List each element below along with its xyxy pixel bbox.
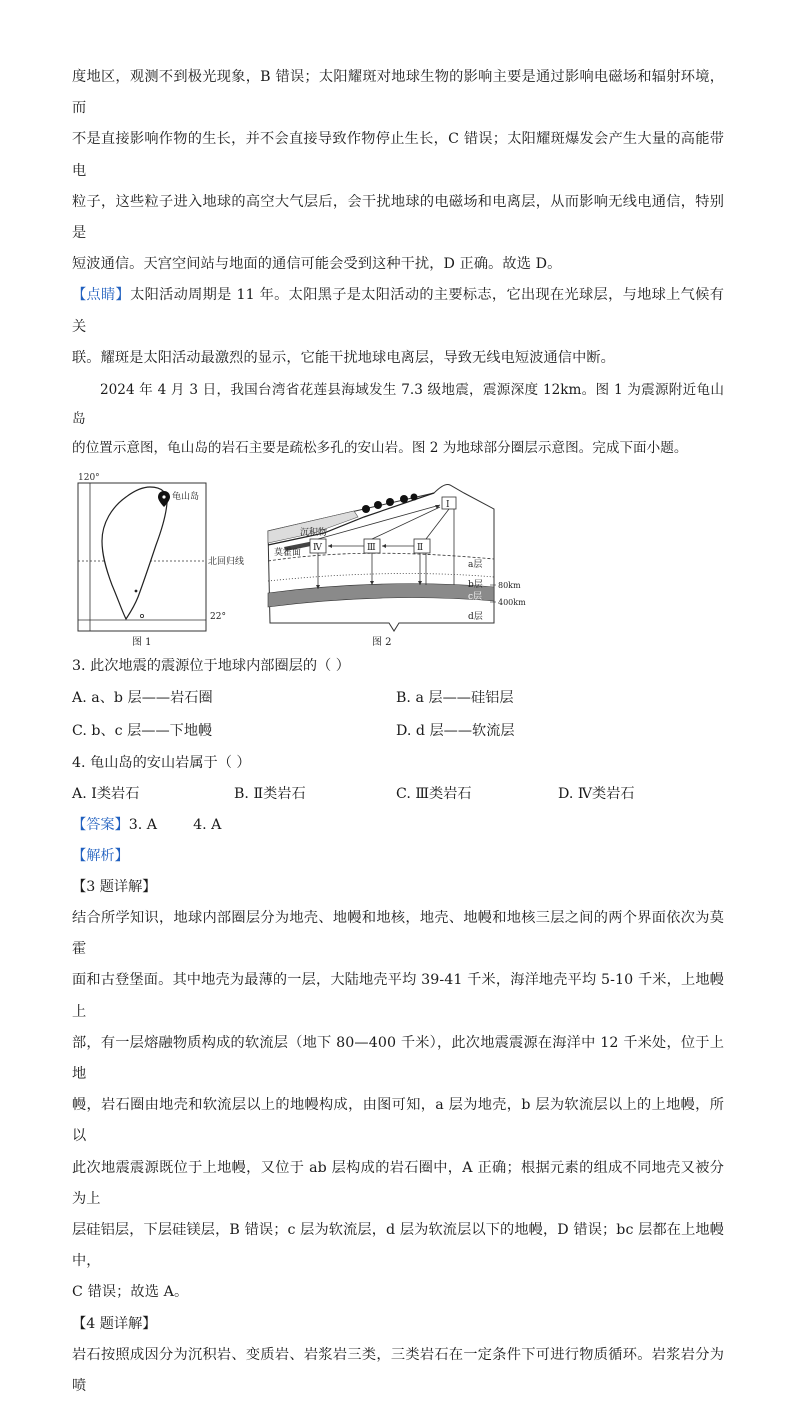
island-label: 龟山岛: [172, 492, 200, 503]
question-stem: 的位置示意图，龟山岛的岩石主要是疏松多孔的安山岩。图 2 为地球部分圈层示意图。完成下面小题。: [72, 440, 688, 457]
question-4-options: [72, 779, 724, 810]
comment-line: 联。耀斑是太阳活动最激烈的显示，它能干扰地球电离层，导致无线电短波通信中断。: [72, 349, 615, 366]
comment-text: 太阳活动周期是 11 年。太阳黑子是太阳活动的主要标志，它出现在光球层，与地球上气候有关: [72, 287, 724, 335]
figure-1-map: [72, 473, 245, 651]
detail-3-heading: 【3 题详解】: [72, 879, 157, 896]
svg-text:Ⅳ: Ⅳ: [313, 543, 322, 554]
analysis-heading: [72, 841, 724, 872]
figure-2-layers: [254, 473, 554, 651]
figure-1-caption: 图 1: [132, 637, 152, 649]
longitude-label: 120°: [78, 473, 100, 484]
question-4: 4. 龟山岛的安山岩属于（ ）: [72, 755, 251, 772]
option-d: D. d 层——软流层: [396, 723, 515, 740]
explanation-line: 度地区，观测不到极光现象，B 错误；太阳耀斑对地球生物的影响主要是通过影响电磁场和辐射环境，而: [72, 69, 724, 117]
figure-2-caption: 图 2: [372, 637, 392, 649]
taiwan-island: [102, 487, 167, 619]
document-page: [72, 62, 724, 1402]
answer-line: [72, 810, 724, 841]
depth-400-label: 400km: [498, 598, 526, 608]
question-3: 3. 此次地震的震源位于地球内部圈层的（ ）: [72, 658, 350, 675]
svg-text:Ⅱ: Ⅱ: [417, 543, 424, 554]
island-dot: [140, 614, 143, 617]
comment-tag: 【点睛】: [72, 287, 131, 304]
svg-text:Ⅲ: Ⅲ: [367, 543, 376, 554]
latitude-label: 22°: [210, 612, 226, 623]
analysis-tag: 【解析】: [72, 848, 129, 865]
svg-text:Ⅰ: Ⅰ: [446, 500, 450, 511]
layer-c-label: c层: [468, 592, 483, 603]
explanation-line: 短波通信。天宫空间站与地面的通信可能会受到这种干扰，D 正确。故选 D。: [72, 256, 562, 273]
option-d: D. Ⅳ类岩石: [558, 786, 635, 803]
layer-b-label: b层: [468, 580, 483, 591]
layer-a-label: a层: [468, 560, 483, 571]
option-c: C. Ⅲ类岩石: [396, 786, 472, 803]
option-b: B. a 层——硅铝层: [396, 690, 514, 707]
explanation-line: 粒子，这些粒子进入地球的高空大气层后，会干扰地球的电磁场和电离层，从而影响无线电通信，特别是: [72, 193, 724, 242]
detail-3-line: 层硅铝层，下层硅镁层，B 错误；c 层为软流层，d 层为软流层以下的地幔，D 错误；bc 层都在上地幔中，: [72, 1222, 724, 1270]
depth-80-label: 80km: [498, 581, 521, 591]
layer-d-label: d层: [468, 612, 483, 623]
detail-3-line: 幔，岩石圈由地壳和软流层以上的地幔构成，由图可知，a 层为地壳，b 层为软流层以上的上地幔，所以: [72, 1097, 724, 1145]
moho-label: 莫霍面: [274, 548, 302, 559]
detail-3-line: 此次地震震源既位于上地幔，又位于 ab 层构成的岩石圈中，A 正确；根据元素的组成不同地壳又被分为上: [72, 1159, 724, 1207]
detail-3-line: 面和古登堡面。其中地壳为最薄的一层，大陆地壳平均 39-41 千米，海洋地壳平均 5-10 千米，上地幔上: [72, 972, 724, 1020]
sediment-label: 沉积物: [300, 528, 328, 539]
option-a: A. Ⅰ类岩石: [72, 786, 140, 803]
explanation-line: 不是直接影响作物的生长，并不会直接导致作物停止生长，C 错误；太阳耀斑爆发会产生大量的高能带电: [72, 131, 724, 179]
tropic-label: 北回归线: [208, 557, 245, 568]
question-3-options: [72, 682, 724, 748]
comment-line: [72, 280, 724, 342]
answer-tag: 【答案】: [72, 817, 129, 834]
question-stem: 2024 年 4 月 3 日，我国台湾省花莲县海域发生 7.3 级地震，震源深度 12km。图 1 为震源附近龟山岛: [72, 382, 724, 428]
island-dot: [135, 590, 138, 593]
detail-4-heading: 【4 题详解】: [72, 1315, 157, 1332]
option-c: C. b、c 层——下地幔: [72, 723, 213, 740]
option-b: B. Ⅱ类岩石: [234, 786, 306, 803]
option-a: A. a、b 层——岩石圈: [72, 690, 213, 707]
figures: [72, 473, 724, 651]
detail-3-line: 结合所学知识，地球内部圈层分为地壳、地幔和地核，地壳、地幔和地核三层之间的两个界面依次为莫霍: [72, 910, 724, 958]
detail-3-line: 部，有一层熔融物质构成的软流层（地下 80—400 千米），此次地震震源在海洋中 12 千米处，位于上地: [72, 1034, 724, 1083]
detail-4-line: 岩石按照成因分为沉积岩、变质岩、岩浆岩三类，三类岩石在一定条件下可进行物质循环。岩浆岩分为喷: [72, 1346, 724, 1394]
answer-text: 3. A 4. A: [128, 817, 222, 834]
detail-3-line: C 错误；故选 A。: [72, 1284, 189, 1301]
